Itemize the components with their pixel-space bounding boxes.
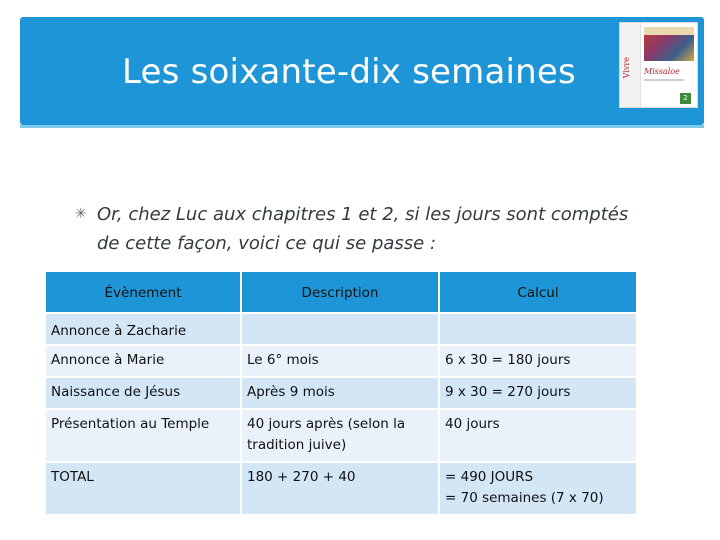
book-cover-badge: 2 xyxy=(680,93,691,104)
cell-calc-line: = 70 semaines (7 x 70) xyxy=(445,490,604,506)
cell-description: 40 jours après (selon la tradition juive) xyxy=(242,410,438,461)
cell-description xyxy=(242,314,438,344)
weeks-table xyxy=(44,270,638,516)
cell-event: Annonce à Marie xyxy=(46,346,240,376)
table-row xyxy=(46,378,636,408)
book-cover-image xyxy=(619,22,698,108)
table-row xyxy=(46,410,636,461)
cell-calc xyxy=(440,314,636,344)
cell-event: Présentation au Temple xyxy=(46,410,240,461)
cell-calc xyxy=(440,463,636,514)
table-header-row xyxy=(46,272,636,312)
cell-description: 180 + 270 + 40 xyxy=(242,463,438,514)
column-header-event: Évènement xyxy=(46,272,240,312)
table-row xyxy=(46,346,636,376)
cell-calc: 6 x 30 = 180 jours xyxy=(440,346,636,376)
cell-event: TOTAL xyxy=(46,463,240,514)
book-cover-rule xyxy=(644,79,684,81)
book-cover-picture-band xyxy=(644,27,694,35)
cell-event: Annonce à Zacharie xyxy=(46,314,240,344)
cell-calc: 9 x 30 = 270 jours xyxy=(440,378,636,408)
asterisk-bullet-icon: ✳ xyxy=(75,206,87,222)
banner-divider xyxy=(20,125,704,128)
column-header-description: Description xyxy=(242,272,438,312)
column-header-calc: Calcul xyxy=(440,272,636,312)
cell-description: Après 9 mois xyxy=(242,378,438,408)
cell-event: Naissance de Jésus xyxy=(46,378,240,408)
book-spine-text: Vivre xyxy=(622,57,631,79)
cell-calc: 40 jours xyxy=(440,410,636,461)
book-cover-title: Missaloe xyxy=(644,67,680,76)
table-row xyxy=(46,314,636,344)
cell-calc-line: = 490 JOURS xyxy=(445,469,534,485)
bullet-text: Or, chez Luc aux chapitres 1 et 2, si les jours sont comptés de cette façon, voici ce qui se passe : xyxy=(97,204,629,254)
slide-title: Les soixante-dix semaines xyxy=(122,52,576,92)
cell-description: Le 6° mois xyxy=(242,346,438,376)
table-row xyxy=(46,463,636,514)
